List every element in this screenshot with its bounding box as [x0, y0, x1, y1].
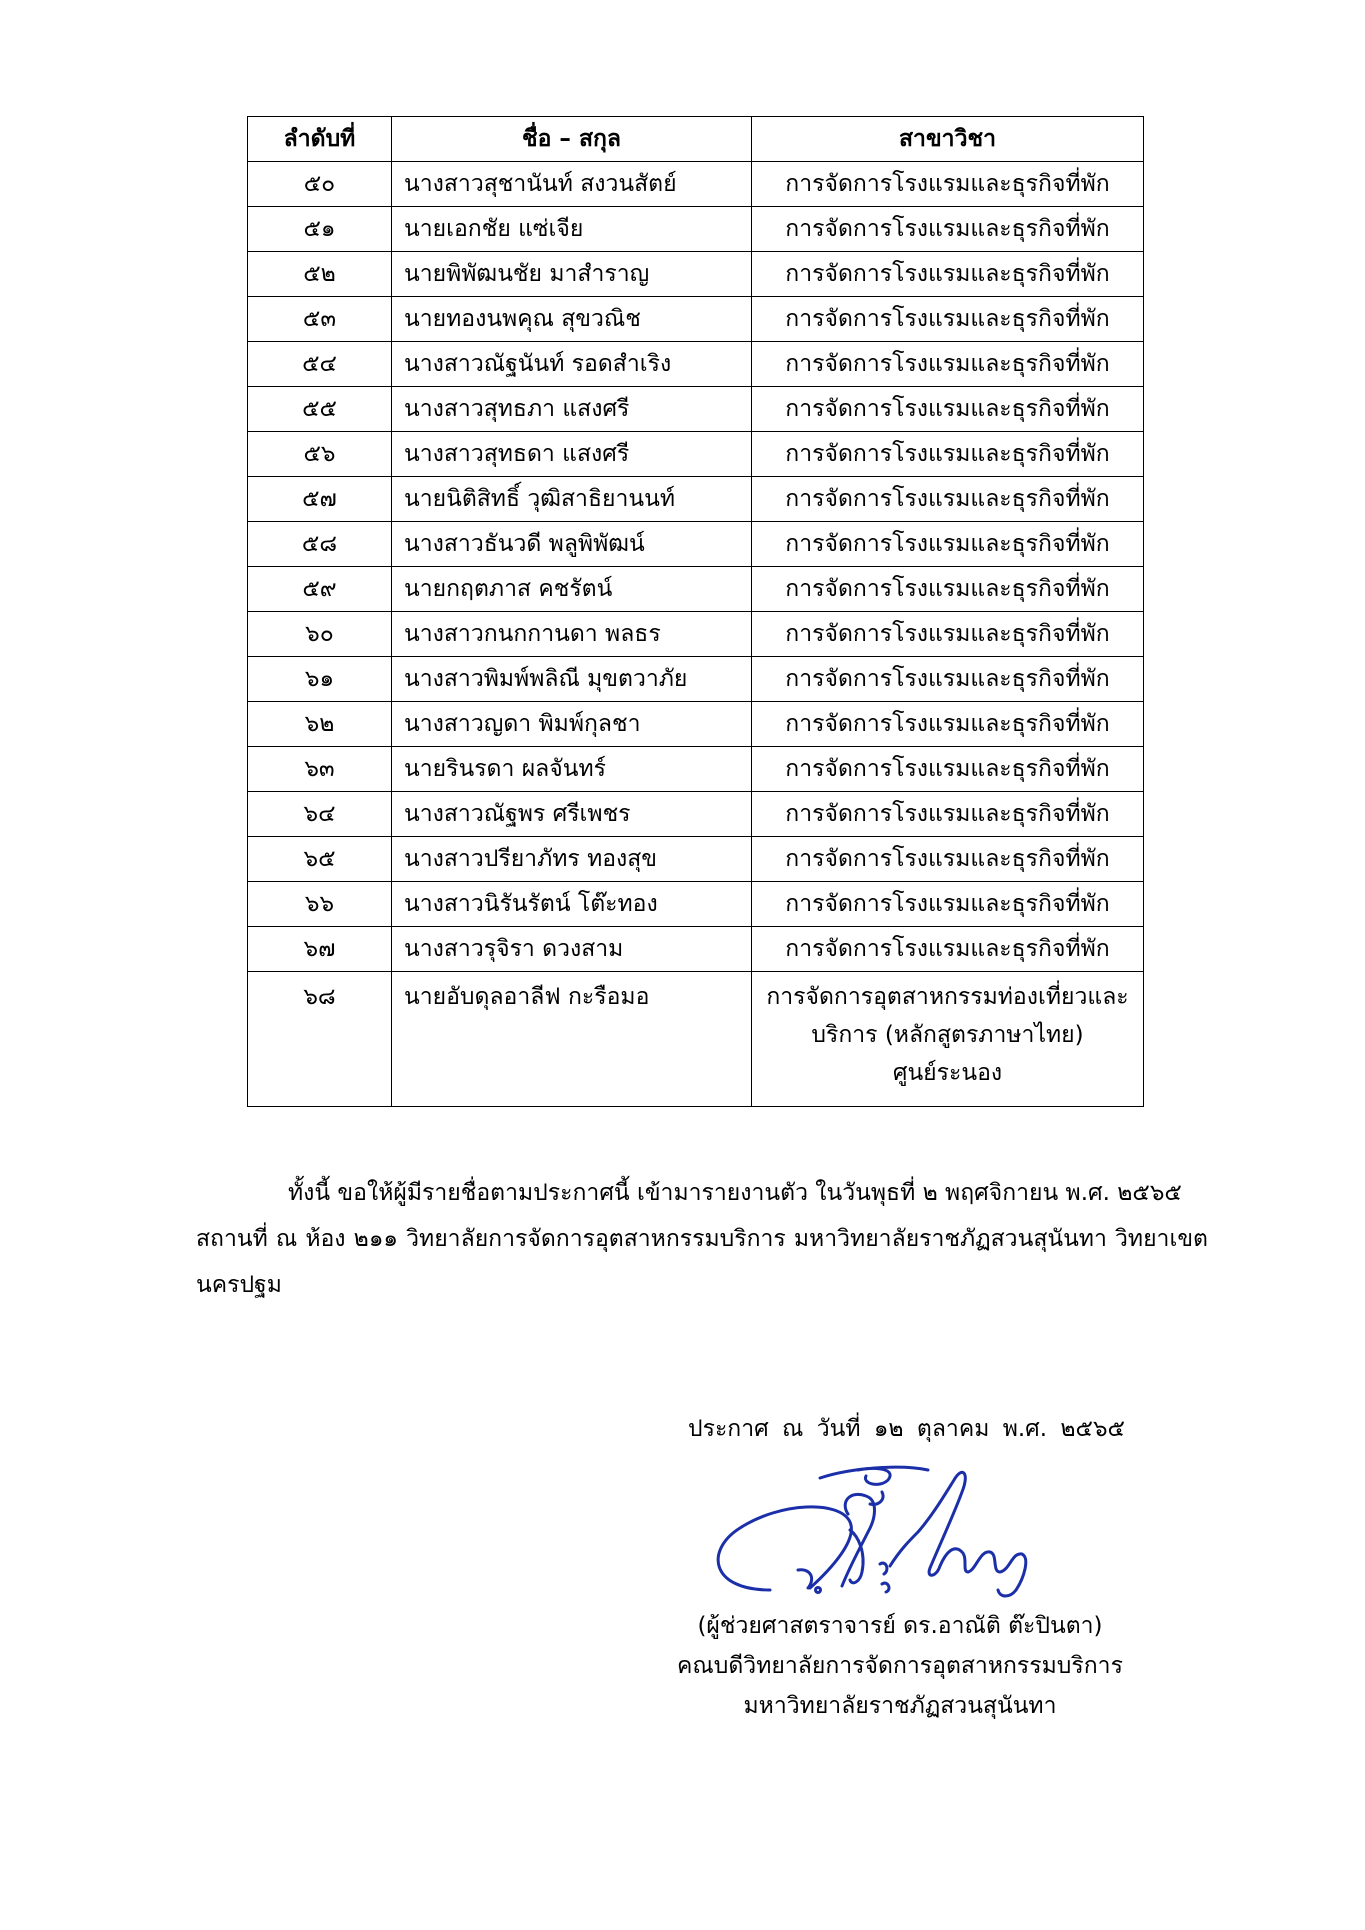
row-program: การจัดการโรงแรมและธุรกิจที่พัก [752, 297, 1144, 342]
table-row [248, 477, 1144, 522]
signatory-name: (ผู้ช่วยศาสตราจารย์ ดร.อาณัติ ต๊ะปินตา) [697, 1613, 1103, 1639]
row-name: นางสาวรุจิรา ดวงสาม [392, 927, 752, 972]
row-number: ๖๕ [248, 837, 392, 882]
row-number: ๕๖ [248, 432, 392, 477]
table-row [248, 927, 1144, 972]
table-row [248, 567, 1144, 612]
signatory-position: คณบดีวิทยาลัยการจัดการอุตสาหกรรมบริการ [677, 1653, 1123, 1679]
table-row [248, 522, 1144, 567]
signatory-block [640, 1606, 1160, 1726]
row-number: ๕๕ [248, 387, 392, 432]
header-program: สาขาวิชา [752, 117, 1144, 162]
row-number: ๕๙ [248, 567, 392, 612]
row-program: การจัดการโรงแรมและธุรกิจที่พัก [752, 567, 1144, 612]
handwritten-signature [700, 1440, 1070, 1600]
table-row [248, 387, 1144, 432]
row-number: ๕๔ [248, 342, 392, 387]
row-number: ๕๐ [248, 162, 392, 207]
row-program: การจัดการโรงแรมและธุรกิจที่พัก [752, 702, 1144, 747]
row-name: นางสาวณัฐพร ศรีเพชร [392, 792, 752, 837]
row-program: การจัดการโรงแรมและธุรกิจที่พัก [752, 657, 1144, 702]
row-name: นายทองนพคุณ สุขวณิช [392, 297, 752, 342]
row-name: นางสาวณัฐนันท์ รอดสำเริง [392, 342, 752, 387]
row-name: นางสาวปรียาภัทร ทองสุข [392, 837, 752, 882]
row-name: นางสาวกนกกานดา พลธร [392, 612, 752, 657]
row-program: การจัดการโรงแรมและธุรกิจที่พัก [752, 882, 1144, 927]
student-roster-table [247, 116, 1144, 1107]
row-number: ๖๐ [248, 612, 392, 657]
row-name: นางสาวสุทธดา แสงศรี [392, 432, 752, 477]
table-row [248, 792, 1144, 837]
row-name: นายอับดุลอาลีฟ กะรือมอ [392, 972, 752, 1107]
row-number: ๕๗ [248, 477, 392, 522]
row-number: ๖๓ [248, 747, 392, 792]
table-row [248, 297, 1144, 342]
row-program: การจัดการโรงแรมและธุรกิจที่พัก [752, 342, 1144, 387]
table-row [248, 162, 1144, 207]
row-name: นางสาวธันวดี พลูพิพัฒน์ [392, 522, 752, 567]
row-number: ๕๓ [248, 297, 392, 342]
table-row [248, 432, 1144, 477]
row-name: นางสาวพิมพ์พลิณี มุขตวาภัย [392, 657, 752, 702]
table-body [248, 162, 1144, 1107]
table-row [248, 972, 1144, 1107]
row-name: นางสาวสุทธภา แสงศรี [392, 387, 752, 432]
table-row [248, 207, 1144, 252]
row-program: การจัดการโรงแรมและธุรกิจที่พัก [752, 252, 1144, 297]
row-number: ๖๗ [248, 927, 392, 972]
row-name: นายกฤตภาส คชรัตน์ [392, 567, 752, 612]
row-program-line: การจัดการอุตสาหกรรมท่องเที่ยวและ [766, 984, 1129, 1010]
row-number: ๕๒ [248, 252, 392, 297]
row-number: ๕๑ [248, 207, 392, 252]
row-number: ๖๑ [248, 657, 392, 702]
row-number: ๖๘ [248, 972, 392, 1107]
row-name: นายนิติสิทธิ์ วุฒิสาธิยานนท์ [392, 477, 752, 522]
row-program [752, 972, 1144, 1107]
row-name: นายเอกชัย แซ่เจีย [392, 207, 752, 252]
row-program: การจัดการโรงแรมและธุรกิจที่พัก [752, 792, 1144, 837]
row-number: ๖๖ [248, 882, 392, 927]
row-program-line: ศูนย์ระนอง [892, 1060, 1003, 1086]
row-program: การจัดการโรงแรมและธุรกิจที่พัก [752, 522, 1144, 567]
row-program: การจัดการโรงแรมและธุรกิจที่พัก [752, 927, 1144, 972]
notice-line-2: สถานที่ ณ ห้อง ๒๑๑ วิทยาลัยการจัดการอุตสาหกรรมบริการ มหาวิทยาลัยราชภัฏสวนสุนันทา วิทยาเขต [196, 1226, 1208, 1252]
row-name: นายพิพัฒนชัย มาสำราญ [392, 252, 752, 297]
row-number: ๖๒ [248, 702, 392, 747]
table-row [248, 702, 1144, 747]
row-program: การจัดการโรงแรมและธุรกิจที่พัก [752, 162, 1144, 207]
row-number: ๖๔ [248, 792, 392, 837]
table-row [248, 837, 1144, 882]
table-row [248, 657, 1144, 702]
row-program: การจัดการโรงแรมและธุรกิจที่พัก [752, 747, 1144, 792]
notice-paragraph [196, 1170, 1208, 1308]
row-program-line: บริการ (หลักสูตรภาษาไทย) [811, 1022, 1084, 1048]
row-name: นางสาวญดา พิมพ์กุลชา [392, 702, 752, 747]
notice-line-3: นครปฐม [196, 1272, 282, 1298]
row-program: การจัดการโรงแรมและธุรกิจที่พัก [752, 612, 1144, 657]
table-row [248, 747, 1144, 792]
table-header-row [248, 117, 1144, 162]
row-number: ๕๘ [248, 522, 392, 567]
table-row [248, 882, 1144, 927]
row-program: การจัดการโรงแรมและธุรกิจที่พัก [752, 837, 1144, 882]
signatory-organization: มหาวิทยาลัยราชภัฏสวนสุนันทา [743, 1693, 1057, 1719]
notice-line-1: ทั้งนี้ ขอให้ผู้มีรายชื่อตามประกาศนี้ เข้ามารายงานตัว ในวันพุธที่ ๒ พฤศจิกายน พ.ศ. ๒๕๖๕ [288, 1180, 1182, 1206]
row-name: นางสาวนิรันรัตน์ โต๊ะทอง [392, 882, 752, 927]
row-program: การจัดการโรงแรมและธุรกิจที่พัก [752, 432, 1144, 477]
row-name: นายรินรดา ผลจันทร์ [392, 747, 752, 792]
header-order-number: ลำดับที่ [248, 117, 392, 162]
row-program: การจัดการโรงแรมและธุรกิจที่พัก [752, 387, 1144, 432]
table-row [248, 252, 1144, 297]
table-row [248, 342, 1144, 387]
header-full-name: ชื่อ – สกุล [392, 117, 752, 162]
row-program: การจัดการโรงแรมและธุรกิจที่พัก [752, 477, 1144, 522]
table-row [248, 612, 1144, 657]
row-name: นางสาวสุชานันท์ สงวนสัตย์ [392, 162, 752, 207]
row-program: การจัดการโรงแรมและธุรกิจที่พัก [752, 207, 1144, 252]
announcement-date: ประกาศ ณ วันที่ ๑๒ ตุลาคม พ.ศ. ๒๕๖๕ [688, 1416, 1125, 1442]
